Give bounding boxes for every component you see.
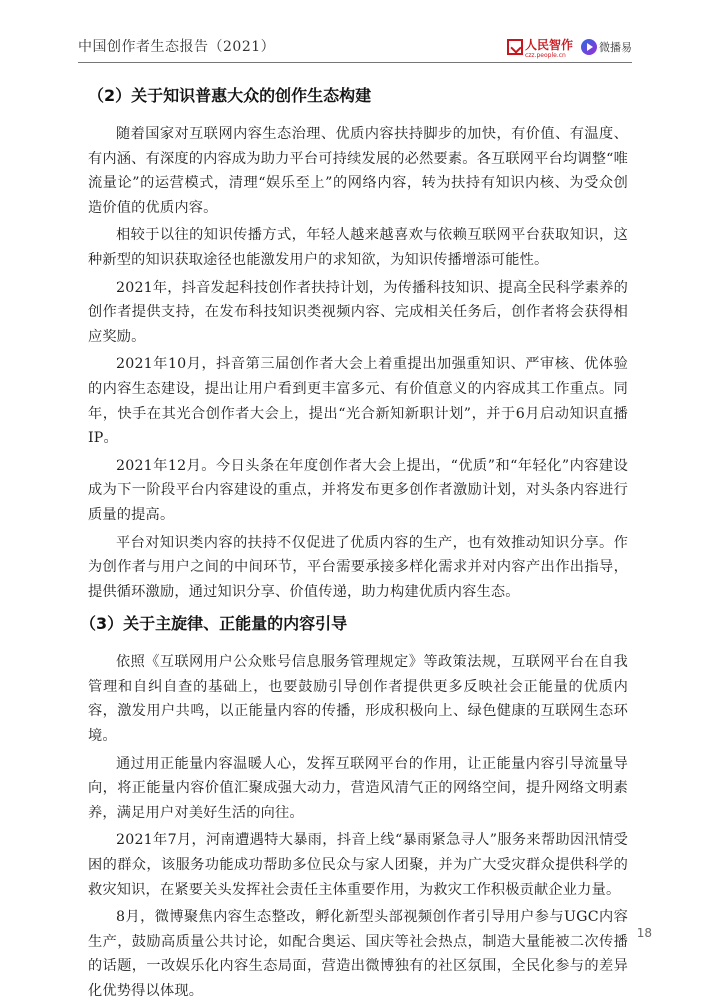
section-2-paragraph: 随着国家对互联网内容生态治理、优质内容扶持脚步的加快，有价值、有温度、有内涵、有深度的内容成为助力平台可持续发展的必然要素。各互联网平台均调整“唯流量论”的运营模式，清理“娱乐至上”的网络内容，转为扶持有知识内核、为受众创造价值的优质内容。 bbox=[88, 126, 628, 216]
renmin-zhizuo-logo-sub: czz.people.cn bbox=[524, 52, 566, 59]
weiboyi-logo bbox=[581, 39, 632, 55]
section-3-paragraph: 8月，微博聚焦内容生态整改，孵化新型头部视频创作者引导用户参与UGC内容生产，鼓励高质量公共讨论，如配合奥运、国庆等社会热点，制造大量能被二次传播的话题，一改娱乐化内容生态局面，营造出微博独有的社区氛围，全民化参与的差异化优势得以体现。 bbox=[88, 909, 628, 999]
header-divider bbox=[78, 62, 632, 63]
section-3-title: （3）关于主旋律、正能量的内容引导 bbox=[80, 614, 348, 634]
section-2-paragraph: 2021年，抖音发起科技创作者扶持计划，为传播科技知识、提高全民科学素养的创作者提供支持，在发布科技知识类视频内容、完成相关任务后，创作者将会获得相应奖励。 bbox=[88, 279, 628, 345]
renmin-zhizuo-mark-icon bbox=[507, 39, 523, 55]
renmin-zhizuo-wordmark bbox=[525, 34, 573, 59]
weiboyi-logo-text: 微播易 bbox=[599, 40, 632, 54]
renmin-zhizuo-logo bbox=[507, 34, 573, 59]
page-number: 18 bbox=[636, 926, 652, 940]
section-2-paragraph: 2021年10月，抖音第三届创作者大会上着重提出加强重知识、严审核、优体验的内容生态建设，提出让用户看到更丰富多元、有价值意义的内容成其工作重点。同年，快手在其光合创作者大会上，提出“光合新知新职计划”，并于6月启动知识直播IP。 bbox=[88, 356, 628, 447]
play-icon bbox=[581, 39, 597, 55]
section-3-paragraph: 依照《互联网用户公众账号信息服务管理规定》等政策法规，互联网平台在自我管理和自纠自查的基础上，也要鼓励引导创作者提供更多反映社会正能量的优质内容，激发用户共鸣，以正能量内容的传播，形成积极向上、绿色健康的互联网生态环境。 bbox=[88, 654, 628, 745]
main-content bbox=[80, 84, 628, 1007]
section-2-title: （2）关于知识普惠大众的创作生态构建 bbox=[88, 86, 372, 105]
header-logos bbox=[507, 34, 632, 59]
renmin-zhizuo-logo-text: 人民智作 bbox=[524, 38, 573, 52]
report-title: 中国创作者生态报告（2021） bbox=[78, 39, 276, 55]
section-3-paragraph: 通过用正能量内容温暖人心，发挥互联网平台的作用，让正能量内容引导流量导向，将正能量内容价值汇聚成强大动力，营造风清气正的网络空间，提升网络文明素养，满足用户对美好生活的向往。 bbox=[88, 755, 628, 821]
section-3-paragraph: 2021年7月，河南遭遇特大暴雨，抖音上线“暴雨紧急寻人”服务来帮助因汛情受困的群众，该服务功能成功帮助多位民众与家人团聚，并为广大受灾群众提供科学的救灾知识，在紧要关头发挥社会责任主体重要作用，为救灾工作积极贡献企业力量。 bbox=[88, 832, 628, 898]
section-2-paragraph: 2021年12月。今日头条在年度创作者大会上提出，“优质”和“年轻化”内容建设成为下一阶段平台内容建设的重点，并将发布更多创作者激励计划，对头条内容进行质量的提高。 bbox=[88, 457, 628, 523]
section-2-paragraph: 相较于以往的知识传播方式，年轻人越来越喜欢与依赖互联网平台获取知识，这种新型的知识获取途径也能激发用户的求知欲，为知识传播增添可能性。 bbox=[88, 227, 628, 268]
page-header bbox=[78, 34, 632, 60]
section-2-paragraph: 平台对知识类内容的扶持不仅促进了优质内容的生产，也有效推动知识分享。作为创作者与用户之间的中间环节，平台需要承接多样化需求并对内容产出作出指导，提供循环激励，通过知识分享、价值传递，助力构建优质内容生态。 bbox=[88, 534, 628, 600]
